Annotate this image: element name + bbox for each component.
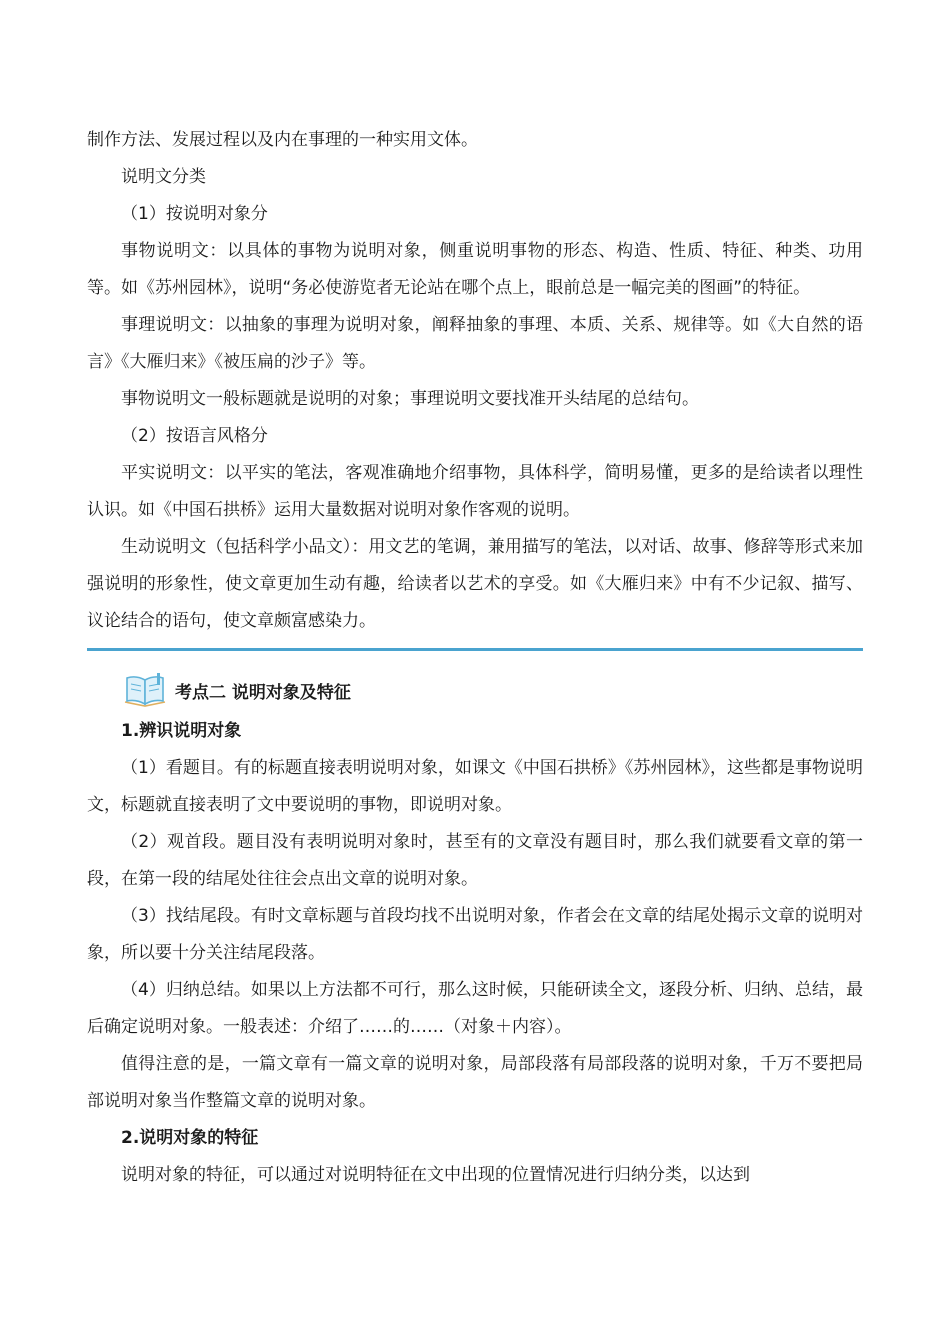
document-body <box>87 122 863 1194</box>
paragraph: 值得注意的是，一篇文章有一篇文章的说明对象，局部段落有局部段落的说明对象，千万不要把局部说明对象当作整篇文章的说明对象。 <box>87 1054 863 1111</box>
paragraph: （4）归纳总结。如果以上方法都不可行，那么这时候，只能研读全文，逐段分析、归纳、总结，最后确定说明对象。一般表述：介绍了……的……（对象＋内容）。 <box>87 980 863 1037</box>
section-divider <box>87 648 863 651</box>
paragraph: （1）看题目。有的标题直接表明说明对象，如课文《中国石拱桥》《苏州园林》，这些都是事物说明文，标题就直接表明了文中要说明的事物，即说明对象。 <box>87 758 863 815</box>
subheading: 1.辨识说明对象 <box>121 721 242 741</box>
paragraph: 说明对象的特征，可以通过对说明特征在文中出现的位置情况进行归纳分类，以达到 <box>121 1165 750 1185</box>
subheading: 2.说明对象的特征 <box>121 1128 259 1148</box>
paragraph: 事物说明文一般标题就是说明的对象；事理说明文要找准开头结尾的总结句。 <box>121 389 699 409</box>
paragraph: （2）按语言风格分 <box>121 426 268 446</box>
paragraph: 事物说明文：以具体的事物为说明对象，侧重说明事物的形态、构造、性质、特征、种类、功用等。如《苏州园林》，说明“务必使游览者无论站在哪个点上，眼前总是一幅完美的图画”的特征。 <box>87 241 863 298</box>
paragraph: 事理说明文：以抽象的事理为说明对象，阐释抽象的事理、本质、关系、规律等。如《大自然的语言》《大雁归来》《被压扁的沙子》等。 <box>87 315 863 372</box>
paragraph: 平实说明文：以平实的笔法，客观准确地介绍事物，具体科学，简明易懂，更多的是给读者以理性认识。如《中国石拱桥》运用大量数据对说明对象作客观的说明。 <box>87 463 863 520</box>
paragraph: （2）观首段。题目没有表明说明对象时，甚至有的文章没有题目时，那么我们就要看文章的第一段，在第一段的结尾处往往会点出文章的说明对象。 <box>87 832 863 889</box>
paragraph: （1）按说明对象分 <box>121 204 268 224</box>
paragraph: 生动说明文（包括科学小品文）：用文艺的笔调，兼用描写的笔法，以对话、故事、修辞等形式来加强说明的形象性，使文章更加生动有趣，给读者以艺术的享受。如《大雁归来》中有不少记叙、描写、议论结合的语句，使文章颇富感染力。 <box>87 537 863 631</box>
paragraph: 说明文分类 <box>121 167 206 187</box>
paragraph: 制作方法、发展过程以及内在事理的一种实用文体。 <box>87 130 478 150</box>
section-title: 考点二 说明对象及特征 <box>175 682 351 703</box>
section-heading <box>87 667 863 713</box>
open-book-icon <box>121 672 169 708</box>
paragraph: （3）找结尾段。有时文章标题与首段均找不出说明对象，作者会在文章的结尾处揭示文章的说明对象，所以要十分关注结尾段落。 <box>87 906 863 963</box>
